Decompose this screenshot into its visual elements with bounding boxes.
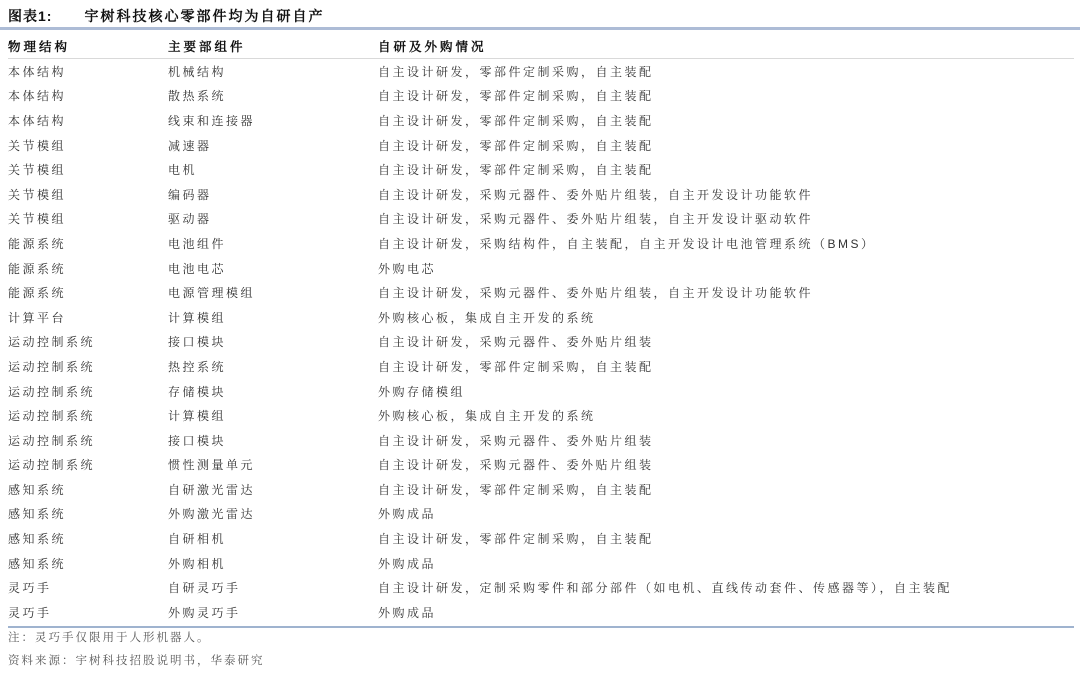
- data-source: 资料来源：宇树科技招股说明书，华泰研究: [8, 655, 265, 667]
- table-row: [8, 207, 1074, 232]
- cell-component: 电池电芯: [168, 261, 227, 276]
- table-row: [8, 59, 1074, 84]
- cell-structure: 能源系统: [8, 261, 67, 276]
- figure-footer: [8, 627, 1074, 673]
- cell-structure: 关节模组: [8, 187, 67, 202]
- header-sourcing-status: 自研及外购情况: [378, 40, 487, 54]
- table-row: [8, 133, 1074, 158]
- cell-structure: 感知系统: [8, 507, 67, 522]
- header-physical-structure: 物理结构: [8, 40, 71, 54]
- figure-title-row: [8, 6, 1074, 28]
- cell-sourcing: 自主设计研发，零部件定制采购，自主装配: [378, 482, 654, 497]
- table-header-row: [8, 34, 1074, 59]
- cell-sourcing: 自主设计研发，采购元器件、委外贴片组装: [378, 433, 654, 448]
- cell-structure: 能源系统: [8, 286, 67, 301]
- cell-sourcing: 外购存储模组: [378, 384, 466, 399]
- table-row: [8, 84, 1074, 109]
- figure-title: 宇树科技核心零部件均为自研自产: [84, 8, 325, 24]
- cell-sourcing: 外购电芯: [378, 261, 437, 276]
- cell-component: 线束和连接器: [168, 113, 256, 128]
- cell-sourcing: 自主设计研发，采购元器件、委外贴片组装: [378, 335, 654, 350]
- cell-sourcing: 自主设计研发，零部件定制采购，自主装配: [378, 359, 654, 374]
- cell-sourcing: 自主设计研发，采购元器件、委外贴片组装，自主开发设计功能软件: [378, 286, 814, 301]
- cell-sourcing: 自主设计研发，零部件定制采购，自主装配: [378, 64, 654, 79]
- cell-structure: 本体结构: [8, 64, 67, 79]
- cell-component: 外购激光雷达: [168, 507, 256, 522]
- cell-sourcing: 自主设计研发，采购元器件、委外贴片组装，自主开发设计功能软件: [378, 187, 814, 202]
- cell-structure: 运动控制系统: [8, 433, 96, 448]
- table-row: [8, 502, 1074, 527]
- cell-component: 电源管理模组: [168, 286, 256, 301]
- cell-structure: 运动控制系统: [8, 359, 96, 374]
- cell-structure: 运动控制系统: [8, 458, 96, 473]
- cell-structure: 灵巧手: [8, 581, 52, 596]
- cell-component: 减速器: [168, 138, 212, 153]
- cell-sourcing: 自主设计研发，采购元器件、委外贴片组装，自主开发设计驱动软件: [378, 212, 814, 227]
- cell-component: 电机: [168, 163, 198, 178]
- cell-component: 惯性测量单元: [168, 458, 256, 473]
- cell-component: 电池组件: [168, 236, 227, 251]
- figure-label: 图表1:: [8, 8, 53, 24]
- cell-component: 自研相机: [168, 532, 227, 547]
- cell-component: 外购相机: [168, 556, 227, 571]
- table-row: [8, 108, 1074, 133]
- cell-structure: 运动控制系统: [8, 384, 96, 399]
- components-table: [8, 34, 1074, 628]
- cell-structure: 本体结构: [8, 113, 67, 128]
- cell-sourcing: 外购核心板，集成自主开发的系统: [378, 409, 596, 424]
- cell-component: 驱动器: [168, 212, 212, 227]
- table-row: [8, 354, 1074, 379]
- table-row: [8, 157, 1074, 182]
- cell-sourcing: 外购核心板，集成自主开发的系统: [378, 310, 596, 325]
- table-body: [8, 59, 1074, 625]
- header-main-component: 主要部组件: [168, 40, 246, 54]
- cell-structure: 关节模组: [8, 138, 67, 153]
- cell-component: 热控系统: [168, 359, 227, 374]
- cell-structure: 本体结构: [8, 89, 67, 104]
- table-row: [8, 280, 1074, 305]
- table-row: [8, 182, 1074, 207]
- cell-sourcing: 自主设计研发，零部件定制采购，自主装配: [378, 89, 654, 104]
- cell-sourcing: 自主设计研发，采购元器件、委外贴片组装: [378, 458, 654, 473]
- cell-structure: 感知系统: [8, 482, 67, 497]
- table-row: [8, 551, 1074, 576]
- cell-structure: 运动控制系统: [8, 409, 96, 424]
- cell-sourcing: 外购成品: [378, 556, 437, 571]
- table-row: [8, 453, 1074, 478]
- cell-structure: 运动控制系统: [8, 335, 96, 350]
- table-row: [8, 600, 1074, 625]
- table-row: [8, 575, 1074, 600]
- cell-structure: 灵巧手: [8, 605, 52, 620]
- cell-structure: 计算平台: [8, 310, 67, 325]
- cell-component: 自研激光雷达: [168, 482, 256, 497]
- table-row: [8, 305, 1074, 330]
- footnote: 注：灵巧手仅限用于人形机器人。: [8, 632, 211, 644]
- table-row: [8, 379, 1074, 404]
- table-row: [8, 403, 1074, 428]
- cell-sourcing: 外购成品: [378, 507, 437, 522]
- table-row: [8, 256, 1074, 281]
- cell-component: 自研灵巧手: [168, 581, 241, 596]
- cell-structure: 能源系统: [8, 236, 67, 251]
- cell-component: 编码器: [168, 187, 212, 202]
- cell-sourcing: 自主设计研发，零部件定制采购，自主装配: [378, 532, 654, 547]
- cell-component: 存储模块: [168, 384, 227, 399]
- cell-component: 机械结构: [168, 64, 227, 79]
- table-row: [8, 428, 1074, 453]
- cell-sourcing: 自主设计研发，定制采购零件和部分部件（如电机、直线传动套件、传感器等），自主装配: [378, 581, 953, 596]
- cell-sourcing: 自主设计研发，采购结构件，自主装配，自主开发设计电池管理系统（BMS）: [378, 236, 876, 251]
- cell-component: 接口模块: [168, 335, 227, 350]
- cell-structure: 感知系统: [8, 556, 67, 571]
- cell-component: 计算模组: [168, 310, 227, 325]
- title-underline-rule: [0, 27, 1080, 30]
- table-row: [8, 231, 1074, 256]
- table-row: [8, 477, 1074, 502]
- cell-sourcing: 自主设计研发，零部件定制采购，自主装配: [378, 163, 654, 178]
- cell-sourcing: 自主设计研发，零部件定制采购，自主装配: [378, 113, 654, 128]
- cell-structure: 关节模组: [8, 163, 67, 178]
- cell-sourcing: 自主设计研发，零部件定制采购，自主装配: [378, 138, 654, 153]
- table-row: [8, 526, 1074, 551]
- table-row: [8, 330, 1074, 355]
- cell-component: 外购灵巧手: [168, 605, 241, 620]
- cell-component: 接口模块: [168, 433, 227, 448]
- cell-structure: 感知系统: [8, 532, 67, 547]
- cell-structure: 关节模组: [8, 212, 67, 227]
- cell-component: 计算模组: [168, 409, 227, 424]
- cell-component: 散热系统: [168, 89, 227, 104]
- cell-sourcing: 外购成品: [378, 605, 437, 620]
